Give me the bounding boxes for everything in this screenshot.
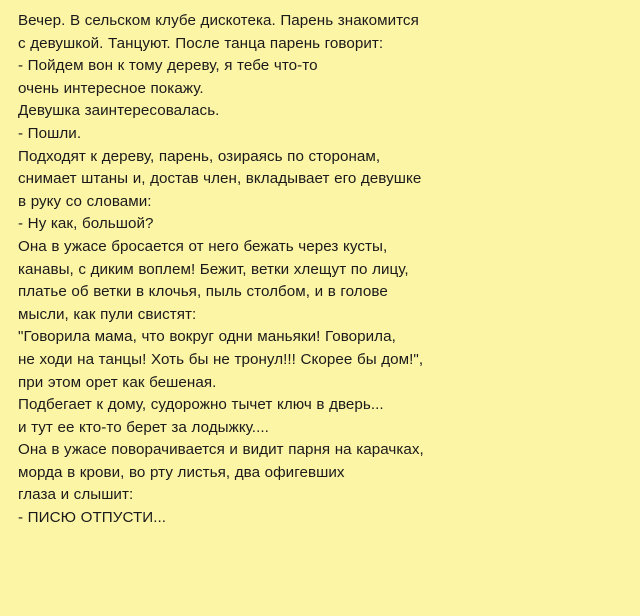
text-line: мысли, как пули свистят: — [18, 305, 197, 323]
text-line: морда в крови, во рту листья, два офигевших — [18, 463, 345, 481]
text-line: Подходят к дереву, парень, озираясь по сторонам, — [18, 147, 381, 165]
text-line: Вечер. В сельском клубе дискотека. Парень знакомится — [18, 12, 419, 29]
text-line: при этом орет как бешеная. — [18, 373, 217, 391]
text-line: в руку со словами: — [18, 192, 152, 210]
text-line: - Ну как, большой? — [18, 215, 154, 233]
text-line: платье об ветки в клочья, пыль столбом, и в голове — [18, 283, 388, 301]
text-line: Она в ужасе поворачивается и видит парня на карачках, — [18, 441, 424, 459]
text-line: - ПИСЮ ОТПУСТИ... — [18, 509, 167, 527]
text-line: и тут ее кто-то берет за лодыжку.... — [18, 418, 269, 436]
text-line: Подбегает к дому, судорожно тычет ключ в дверь... — [18, 396, 384, 414]
bottom-margin-strip — [0, 612, 640, 616]
text-line: "Говорила мама, что вокруг одни маньяки! Говорила, — [18, 328, 396, 346]
text-line: Она в ужасе бросается от него бежать через кусты, — [18, 237, 388, 255]
text-line: глаза и слышит: — [18, 486, 134, 504]
text-line: не ходи на танцы! Хоть бы не тронул!!! Скорее бы дом!", — [18, 350, 424, 368]
text-line: очень интересное покажу. — [18, 79, 204, 97]
joke-text-body — [18, 10, 626, 530]
text-line: снимает штаны и, достав член, вкладывает его девушке — [18, 170, 422, 188]
text-line: Девушка заинтересовалась. — [18, 102, 220, 120]
text-line: - Пойдем вон к тому дереву, я тебе что-то — [18, 57, 318, 75]
text-line: - Пошли. — [18, 124, 82, 142]
text-line: с девушкой. Танцуют. После танца парень говорит: — [18, 34, 384, 52]
text-line: канавы, с диким воплем! Бежит, ветки хлещут по лицу, — [18, 260, 409, 278]
